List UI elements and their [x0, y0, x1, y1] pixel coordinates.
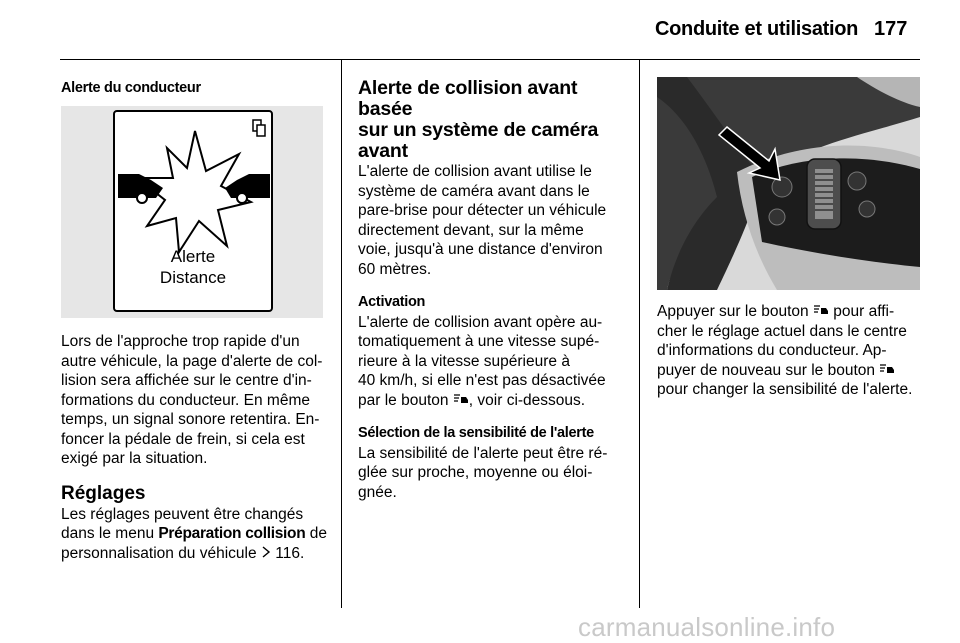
collision-alert-button-icon	[453, 393, 469, 405]
page-number: 177	[874, 18, 908, 40]
column-divider-2	[639, 60, 640, 608]
column-divider-1	[341, 60, 342, 608]
menu-name: Préparation collision	[158, 525, 306, 542]
text-line: tomatiquement à une vitesse supé-	[358, 333, 600, 350]
column-2	[358, 78, 628, 502]
text-line: pare-brise pour détecter un véhicule	[358, 202, 607, 219]
text-line: L'alerte de collision avant opère au-	[358, 313, 603, 331]
text-line: temps, un signal sonore retentira. En-	[61, 411, 320, 428]
text-line: Lors de l'approche trop rapide d'un	[61, 333, 300, 350]
text-line: de	[305, 525, 327, 542]
collision-alert-button-icon	[813, 304, 829, 316]
figure-label-line1: Alerte	[170, 247, 216, 266]
text-line: pour affi-	[828, 303, 895, 320]
heading-line: sur un système de caméra	[358, 119, 599, 141]
collision-alert-button-icon	[879, 363, 895, 375]
paragraph-button-usage	[657, 302, 927, 400]
text-line: La sensibilité de l'alerte peut être ré-	[358, 444, 608, 462]
text-line: L'alerte de collision avant utilise le	[358, 163, 592, 180]
paragraph-approach	[61, 332, 333, 469]
text-line: exigé par la situation.	[61, 450, 208, 467]
text-line: cher le réglage actuel dans le centre	[657, 322, 907, 340]
text-line: pour changer la sensibilité de l'alerte.	[657, 381, 913, 398]
page-title: Conduite et utilisation	[655, 18, 859, 40]
text-line: 60 mètres.	[358, 260, 432, 278]
page-ref-arrow-icon	[261, 546, 271, 558]
steering-wheel-figure	[657, 77, 920, 290]
column-3	[657, 302, 927, 400]
figure-label-line2: Distance	[159, 268, 227, 287]
text-line: puyer de nouveau sur le bouton	[657, 361, 880, 379]
text-line: personnalisation du véhicule	[61, 544, 257, 562]
text-line: lision sera affichée sur le centre d'in-	[61, 372, 312, 389]
text-line: dans le menu	[61, 525, 159, 542]
column-1-body	[61, 332, 333, 563]
section-heading-settings: Réglages	[61, 482, 146, 504]
text-line: Appuyer sur le bouton	[657, 303, 813, 320]
subheading-activation: Activation	[358, 294, 426, 310]
paragraph-sensitivity	[358, 444, 628, 503]
text-line: foncer la pédale de frein, si cela est	[61, 430, 305, 448]
distance-alert-figure	[61, 106, 323, 318]
column-1	[61, 79, 329, 99]
text-line: glée sur proche, moyenne ou éloi-	[358, 464, 593, 481]
section-heading-forward-collision	[358, 78, 628, 162]
paragraph-settings	[61, 505, 333, 564]
text-line: par le bouton	[358, 391, 453, 409]
header-rule	[60, 59, 920, 60]
text-line: directement devant, sur la même	[358, 221, 584, 239]
text-line: , voir ci-dessous.	[468, 391, 586, 409]
heading-line: avant	[358, 140, 408, 162]
subheading-sensitivity: Sélection de la sensibilité de l'alerte	[358, 425, 594, 441]
page-reference: 116.	[270, 544, 305, 562]
text-line: gnée.	[358, 483, 397, 501]
section-heading-driver-alert: Alerte du conducteur	[61, 80, 201, 96]
text-line: d'informations du conducteur. Ap-	[657, 342, 887, 359]
text-line: rieure à la vitesse supérieure à	[358, 352, 570, 370]
text-line: Les réglages peuvent être changés	[61, 505, 304, 523]
watermark: carmanualsonline.info	[578, 612, 836, 642]
text-line: formations du conducteur. En même	[61, 391, 310, 409]
text-line: autre véhicule, la page d'alerte de col-	[61, 352, 323, 370]
paragraph-activation	[358, 313, 628, 411]
text-line: système de caméra avant dans le	[358, 182, 590, 200]
text-line: 40 km/h, si elle n'est pas désactivée	[358, 372, 606, 389]
paragraph-fcw-intro	[358, 162, 628, 279]
heading-line: Alerte de collision avant basée	[358, 77, 578, 120]
text-line: voie, jusqu'à une distance d'environ	[358, 241, 603, 258]
